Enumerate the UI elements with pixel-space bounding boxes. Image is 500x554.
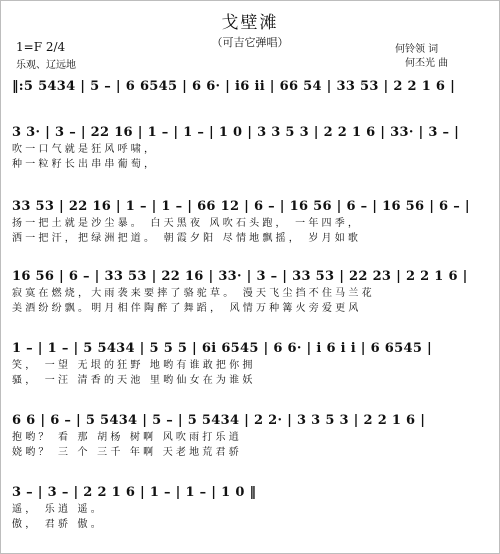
lyric-verse-1: 抱哟？ 看 那 胡杨 树啊 风吹雨打乐逍 xyxy=(12,432,242,443)
composer-credit: 何丕光 曲 xyxy=(405,58,449,69)
lyric-verse-2: 骚， 一汪 清香的天池 里哟仙女在为谁妖 xyxy=(12,375,256,386)
score-system-2 xyxy=(12,124,490,172)
notation-line: 16 56 | 6 – | 33 53 | 22 16 | 33· | 3 – | 33 53 | 22 23 | 2 2 1 6 | xyxy=(12,269,468,284)
score-system-3 xyxy=(12,198,490,246)
performance-mark: 乐观、辽远地 xyxy=(16,60,76,71)
lyricist-credit: 何铃领 词 xyxy=(395,44,439,55)
lyric-verse-1: 遥， 乐逍 遥。 xyxy=(12,504,104,515)
song-title: 戈壁滩 xyxy=(221,13,279,33)
lyric-verse-2: 娆哟？ 三 个 三千 年啊 天老地荒君骄 xyxy=(12,447,242,458)
lyric-verse-1: 扬一把土就是沙尘暴。 白天黑夜 风吹石头跑， 一年四季， xyxy=(12,218,362,229)
lyric-verse-1: 笑， 一望 无垠的狂野 地哟有谁敢把你拥 xyxy=(12,360,256,371)
key-signature: 1=F 2/4 xyxy=(16,40,66,54)
score-system-6 xyxy=(12,412,490,460)
notation-line: 3 – | 3 – | 2 2 1 6 | 1 – | 1 – | 1 0 ‖ xyxy=(12,485,257,500)
notation-line: 1 – | 1 – | 5 5434 | 5 5 5 | 6i 6545 | 6 6· | i 6 i i | 6 6545 | xyxy=(12,341,433,356)
score-system-5 xyxy=(12,340,490,388)
notation-line: 6 6 | 6 – | 5 5434 | 5 – | 5 5434 | 2 2· | 3 3 5 3 | 2 2 1 6 | xyxy=(12,413,426,428)
lyric-verse-1: 吹一口气就是狂风呼啸， xyxy=(12,144,158,155)
lyric-verse-2: 洒一把汗，把绿洲把道。 朝霞夕阳 尽情地飘摇， 岁月如歌 xyxy=(12,233,362,244)
notation-line: 3 3· | 3 – | 22 16 | 1 – | 1 – | 1 0 | 3 3 5 3 | 2 2 1 6 | 33· | 3 – | xyxy=(12,125,460,140)
song-subtitle: （可吉它弹唱） xyxy=(211,36,289,49)
score-system-4 xyxy=(12,268,490,316)
notation-line: ‖:5 5434 | 5 – | 6 6545 | 6 6· | i6 ii | 66 54 | 33 53 | 2 2 1 6 | xyxy=(12,79,456,94)
score-system-1 xyxy=(12,78,490,96)
lyric-verse-2: 种一粒籽长出串串葡萄， xyxy=(12,159,158,170)
score-system-7 xyxy=(12,484,490,532)
notation-line: 33 53 | 22 16 | 1 – | 1 – | 66 12 | 6 – | 16 56 | 6 – | 16 56 | 6 – | xyxy=(12,199,470,214)
lyric-verse-2: 傲， 君骄 傲。 xyxy=(12,519,104,530)
lyric-verse-2: 美酒纷纷飘。明月相伴陶醉了舞蹈， 风情万种篝火旁爱更风 xyxy=(12,303,362,314)
lyric-verse-1: 寂寞在燃烧，大雨袭来要摔了骆驼草。 漫天飞尘挡不住马兰花 xyxy=(12,288,375,299)
